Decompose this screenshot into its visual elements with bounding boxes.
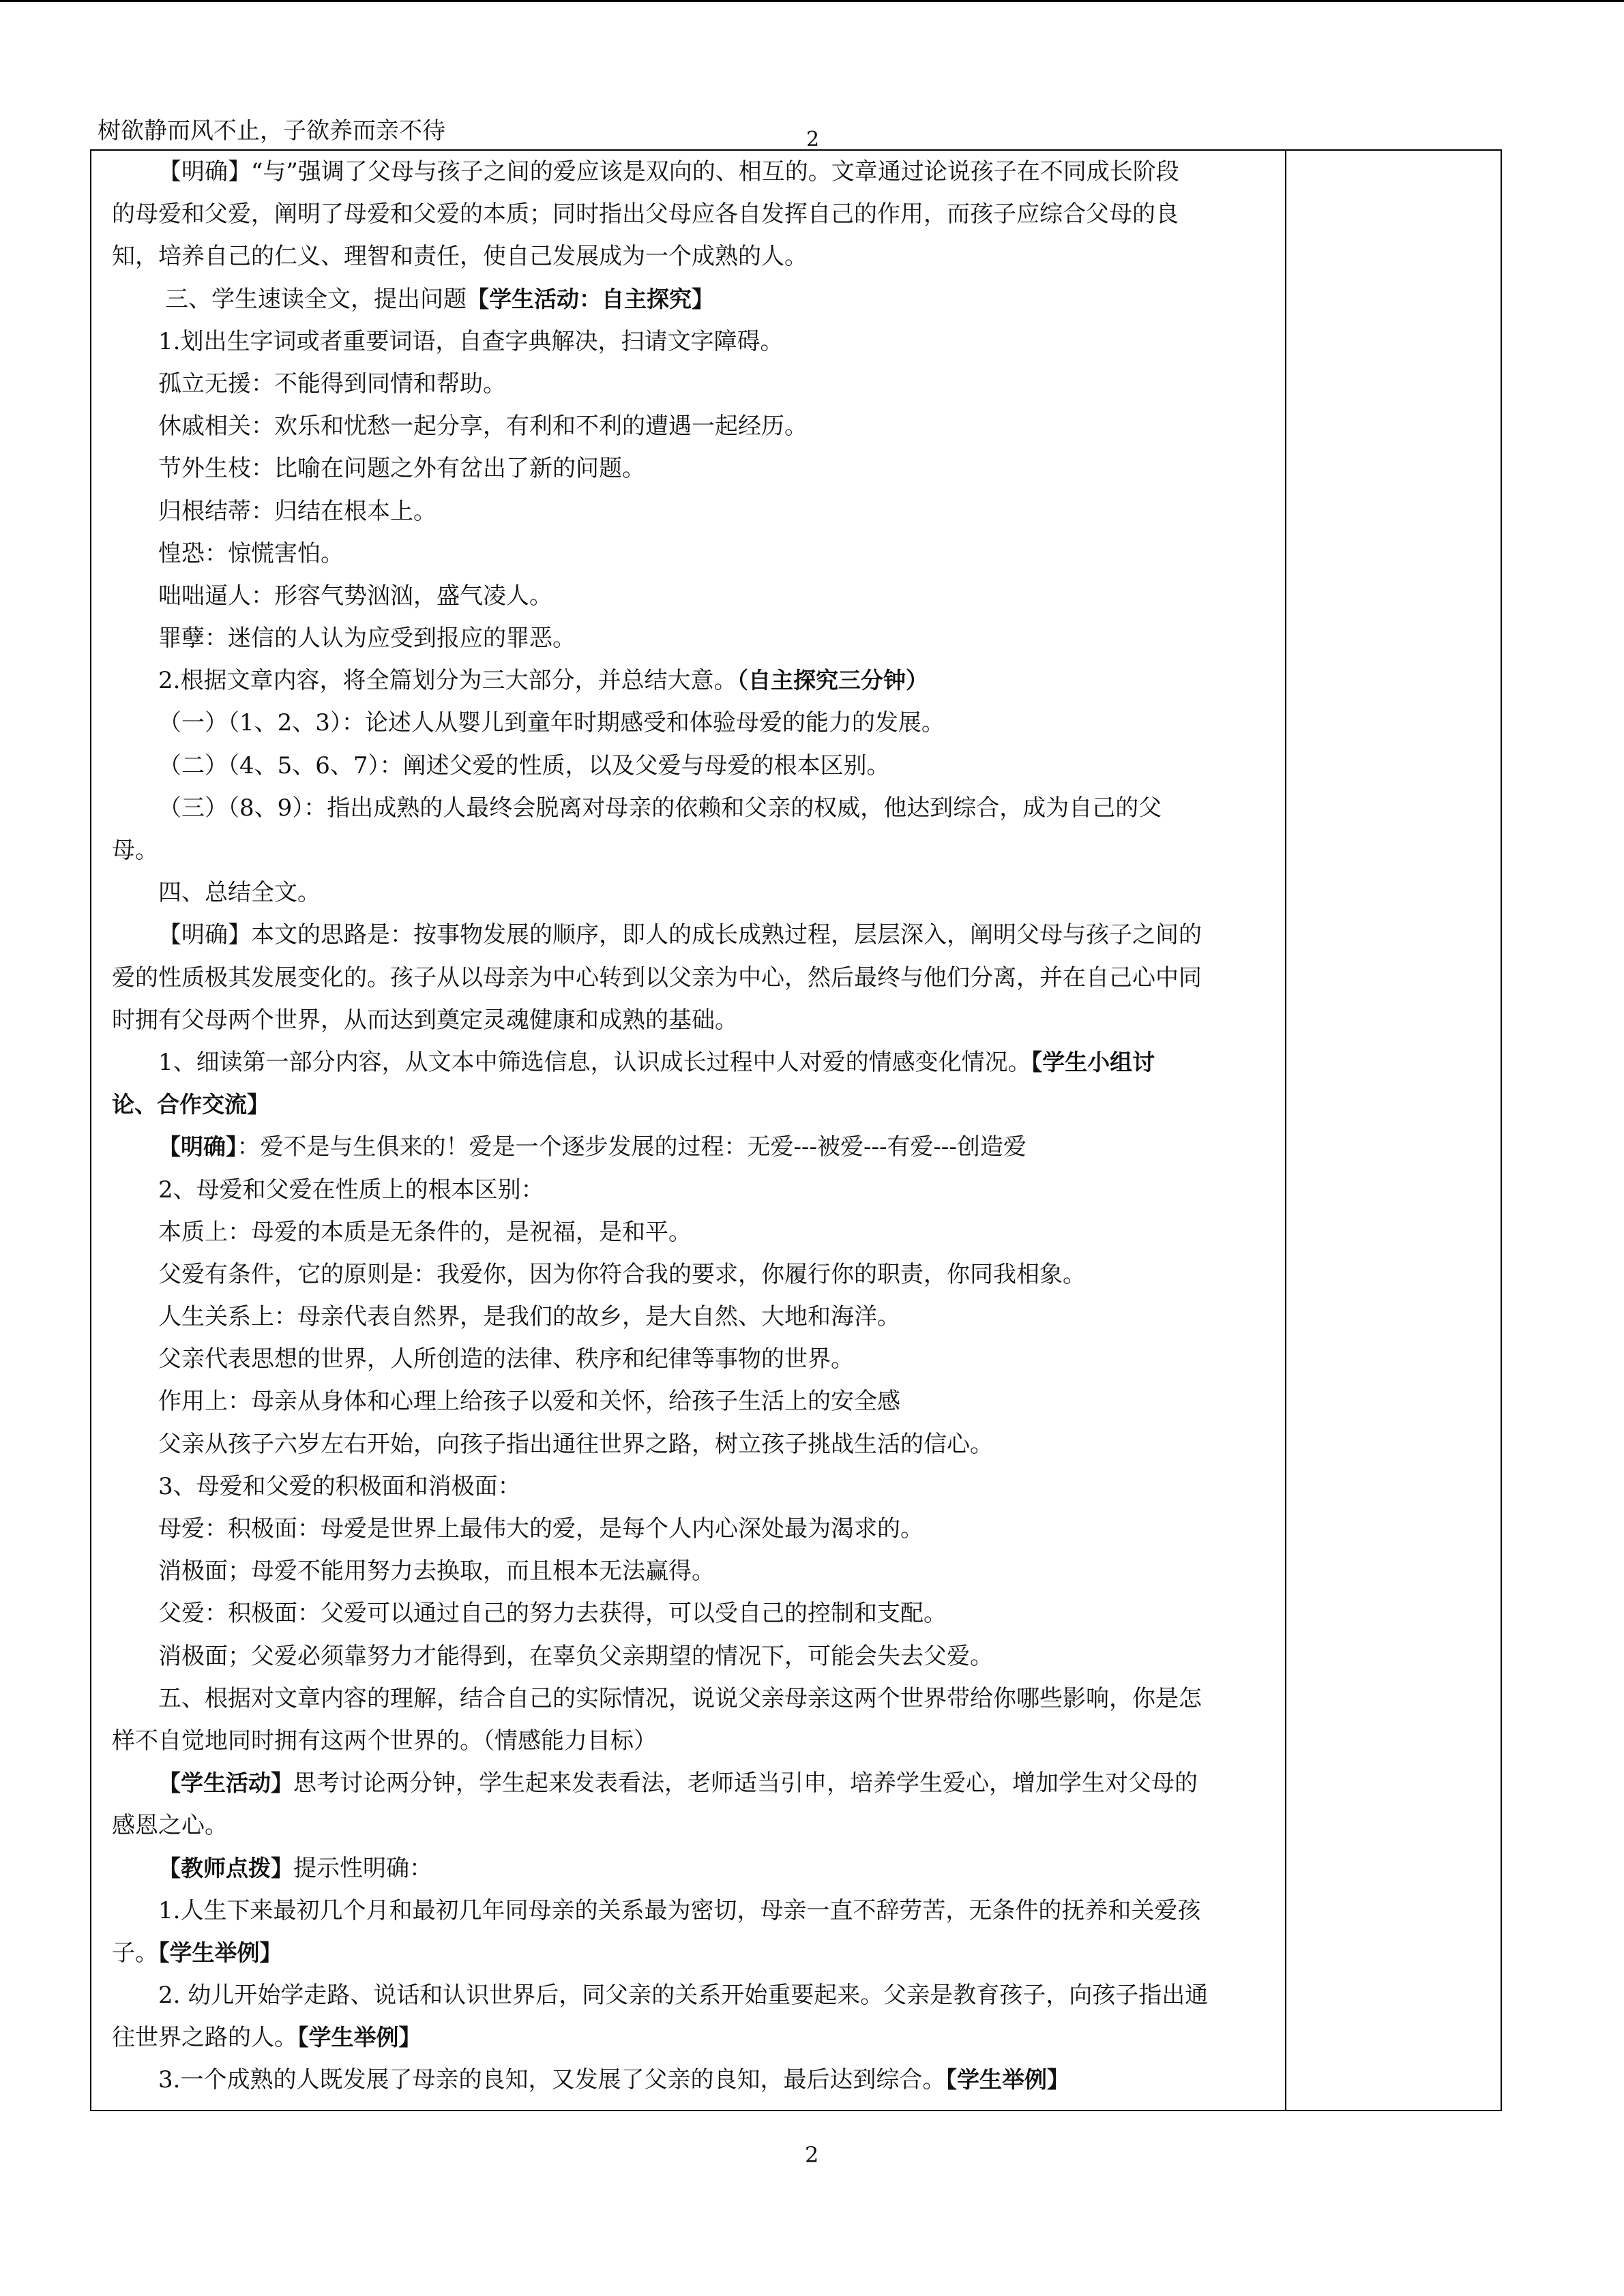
text-line [112, 957, 1271, 999]
text-line [112, 1423, 1271, 1465]
body-text: 人生关系上：母亲代表自然界，是我们的故乡，是大自然、大地和海洋。 [158, 1303, 900, 1331]
highlight-text: 【明确】 [158, 1133, 237, 1161]
highlight-text: 【学生举例】 [945, 2066, 1069, 2093]
text-line [112, 829, 1271, 871]
body-text: 思考讨论两分钟，学生起来发表看法，老师适当引申，培养学生爱心，增加学生对父母的 [293, 1770, 1198, 1798]
text-line [112, 1296, 1271, 1338]
body-text: 1、细读第一部分内容，从文本中筛选信息，认识成长过程中人对爱的情感变化情况。 [158, 1048, 1031, 1076]
text-line [112, 745, 1271, 787]
body-text: 爱的性质极其发展变化的。孩子从以母亲为中心转到以父亲为中心，然后最终与他们分离，并在自己心中同 [112, 964, 1202, 992]
body-text: 休戚相关：欢乐和忧愁一起分享，有利和不利的遭遇一起经历。 [158, 413, 808, 441]
text-line [112, 787, 1271, 829]
highlight-text: 【学生小组讨 [1031, 1048, 1155, 1075]
text-line [112, 1084, 1271, 1126]
text-line [112, 2016, 1271, 2059]
text-line [112, 2059, 1271, 2101]
body-text: 消极面；母爱不能用努力去换取，而且根本无法赢得。 [158, 1557, 715, 1585]
text-line [112, 617, 1271, 659]
highlight-text: 【教师点拨】 [158, 1854, 293, 1881]
text-line [112, 235, 1271, 278]
body-text: 惶恐：惊慌害怕。 [158, 539, 344, 567]
body-text: 感恩之心。 [112, 1812, 228, 1840]
body-text: （二）（4、5、6、7）：阐述父爱的性质，以及父爱与母爱的根本区别。 [158, 751, 890, 779]
text-line [112, 447, 1271, 490]
body-text: 3.一个成熟的人既发展了母亲的良知，又发展了父亲的良知，最后达到综合。 [158, 2066, 946, 2094]
text-line [112, 1508, 1271, 1550]
body-text: 父爱有条件，它的原则是：我爱你，因为你符合我的要求，你履行你的职责，你同我相象。 [158, 1260, 1086, 1288]
body-text: 咄咄逼人：形容气势汹汹，盛气凌人。 [158, 582, 552, 610]
text-line [112, 1465, 1271, 1508]
body-text: 母爱：积极面：母爱是世界上最伟大的爱，是每个人内心深处最为渴求的。 [158, 1515, 924, 1542]
text-line [112, 659, 1271, 702]
page-header-title: 树欲静而风不止，子欲养而亲不待 [98, 117, 445, 145]
body-text: 消极面；父爱必须靠努力才能得到，在辜负父亲期望的情况下，可能会失去父爱。 [158, 1642, 993, 1670]
text-line [112, 1932, 1271, 1974]
body-text: 四、总结全文。 [158, 879, 321, 907]
body-text: 父亲代表思想的世界，人所创造的法律、秩序和纪律等事物的世界。 [158, 1345, 854, 1373]
body-text: 的母爱和父爱，阐明了母爱和父爱的本质；同时指出父母应各自发挥自己的作用，而孩子应综合父母的良 [112, 200, 1179, 228]
body-text: 2、母爱和父爱在性质上的根本区别： [158, 1176, 544, 1204]
body-text: 三、学生速读全文，提出问题 [165, 285, 467, 313]
body-text: 1.划出生字词或者重要词语，自查字典解决，扫请文字障碍。 [158, 327, 784, 355]
body-text: 节外生枝：比喻在问题之外有岔出了新的问题。 [158, 455, 645, 483]
text-line [112, 1847, 1271, 1890]
text-line [112, 151, 1271, 193]
highlight-text: 【学生举例】 [158, 1939, 282, 1966]
text-line [112, 193, 1271, 235]
text-line [112, 1338, 1271, 1380]
text-line [112, 914, 1271, 956]
text-line [112, 1169, 1271, 1211]
body-text: 提示性明确： [293, 1854, 432, 1882]
text-line [112, 1635, 1271, 1678]
top-border-line [0, 0, 1624, 2]
body-text: 知，培养自己的仁义、理智和责任，使自己发展成为一个成熟的人。 [112, 243, 808, 271]
text-line [112, 1211, 1271, 1253]
body-text: 作用上：母亲从身体和心理上给孩子以爱和关怀，给孩子生活上的安全感 [158, 1388, 900, 1416]
body-text: 孤立无援：不能得到同情和帮助。 [158, 370, 506, 398]
text-line [112, 702, 1271, 744]
text-line [112, 1720, 1271, 1762]
body-text: 父爱：积极面：父爱可以通过自己的努力去获得，可以受自己的控制和支配。 [158, 1600, 947, 1628]
body-text: 1.人生下来最初几个月和最初几年同母亲的关系最为密切，母亲一直不辞劳苦，无条件的抚养和关爱孩 [158, 1896, 1201, 1924]
body-text: 2.根据文章内容，将全篇划分为三大部分，并总结大意。 [158, 667, 737, 695]
highlight-text: 【学生举例】 [297, 2024, 422, 2051]
text-line [112, 1253, 1271, 1296]
text-line [112, 533, 1271, 575]
body-text: 五、根据对文章内容的理解，结合自己的实际情况，说说父亲母亲这两个世界带给你哪些影响，你是怎 [158, 1684, 1202, 1712]
body-text: 父亲从孩子六岁左右开始，向孩子指出通往世界之路，树立孩子挑战生活的信心。 [158, 1430, 993, 1458]
text-line [112, 490, 1271, 533]
text-line [112, 278, 1271, 320]
body-text: ：爱不是与生俱来的！爱是一个逐步发展的过程：无爱---被爱---有爱---创造爱 [237, 1133, 1027, 1161]
highlight-text: 论、合作交流】 [112, 1091, 269, 1118]
text-line [112, 363, 1271, 405]
body-text: 3、母爱和父爱的积极面和消极面： [158, 1472, 521, 1500]
body-text: 样不自觉地同时拥有这两个世界的。（情感能力目标） [112, 1727, 657, 1755]
body-text: 2. 幼儿开始学走路、说话和认识世界后，同父亲的关系开始重要起来。父亲是教育孩子，向孩子指出通 [158, 1982, 1209, 2010]
text-line [112, 575, 1271, 617]
page-header-number: 2 [806, 128, 820, 151]
body-text: 罪孽：迷信的人认为应受到报应的罪恶。 [158, 625, 576, 653]
body-text: （一）（1、2、3）：论述人从婴儿到童年时期感受和体验母爱的能力的发展。 [158, 709, 945, 737]
text-line [112, 1804, 1271, 1847]
table-column-divider [1285, 151, 1286, 2110]
text-line [112, 999, 1271, 1041]
lesson-table [90, 149, 1502, 2111]
text-line [112, 1678, 1271, 1720]
body-text: 【明确】本文的思路是：按事物发展的顺序，即人的成长成熟过程，层层深入，阐明父母与孩子之间的 [158, 921, 1202, 949]
lesson-content [112, 151, 1271, 2102]
text-line [112, 871, 1271, 914]
body-text: （三）（8、9）：指出成熟的人最终会脱离对母亲的依赖和父亲的权威，他达到综合，成为自己的父 [158, 794, 1162, 822]
text-line [112, 1380, 1271, 1422]
body-text: 母。 [112, 837, 158, 864]
body-text: 子。 [112, 1939, 158, 1967]
body-text: 【明确】“与”强调了父母与孩子之间的爱应该是双向的、相互的。文章通过论说孩子在不同成长阶段 [158, 158, 1179, 185]
text-line [112, 1592, 1271, 1635]
text-line [112, 1550, 1271, 1592]
highlight-text: 【学生活动】 [158, 1770, 293, 1797]
highlight-text: （自主探究三分钟） [737, 667, 928, 694]
text-line [112, 1974, 1271, 2016]
text-line [112, 405, 1271, 447]
body-text: 本质上：母爱的本质是无条件的，是祝福，是和平。 [158, 1218, 692, 1246]
body-text: 往世界之路的人。 [112, 2024, 297, 2052]
text-line [112, 1126, 1271, 1168]
text-line [112, 1890, 1271, 1932]
text-line [112, 1762, 1271, 1804]
text-line [112, 1041, 1271, 1084]
body-text: 归根结蒂：归结在根本上。 [158, 497, 437, 525]
text-line [112, 320, 1271, 363]
highlight-text: 【学生活动：自主探究】 [467, 285, 714, 312]
page-footer-number: 2 [805, 2142, 819, 2168]
body-text: 时拥有父母两个世界，从而达到奠定灵魂健康和成熟的基础。 [112, 1006, 738, 1034]
